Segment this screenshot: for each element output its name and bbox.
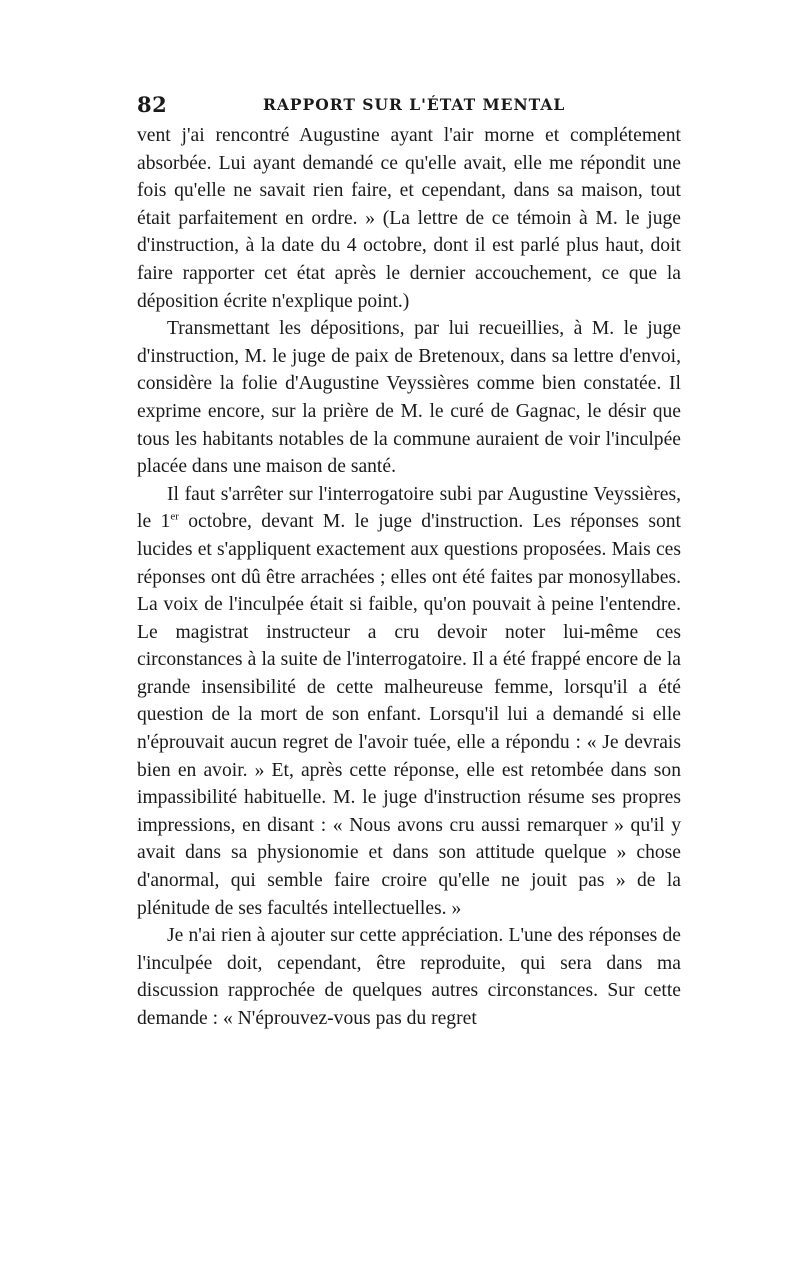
page-header xyxy=(137,92,681,120)
paragraph-1: vent j'ai rencontré Augustine ayant l'air morne et complétement absorbée. Lui ayant demandé ce qu'elle avait, elle me répondit une fois qu'elle ne savait rien faire, et cependant, dans sa maison, tout était parfaitement en ordre. » (La lettre de ce témoin à M. le juge d'instruction, à la date du 4 octobre, dont il est parlé plus haut, doit faire rapporter cet état après le dernier accouchement, ce que la déposition écrite n'explique point.) xyxy=(137,125,681,312)
body-text xyxy=(137,122,681,1033)
paragraph-2: Transmettant les dépositions, par lui recueillies, à M. le juge d'instruction, M. le juge de paix de Bretenoux, dans sa lettre d'envoi, considère la folie d'Augustine Veyssières comme bien constatée. Il exprime encore, sur la prière de M. le curé de Gagnac, le désir que tous les habitants notables de la commune auraient de voir l'inculpée placée dans une maison de santé. xyxy=(137,318,681,478)
paragraph-3-part-2: octobre, devant M. le juge d'instruction. Les réponses sont lucides et s'appliquent exactement aux questions proposées. Mais ces réponses ont dû être arrachées ; elles ont été faites par monosyllabes. La voix de l'inculpée était si faible, qu'on pouvait à peine l'entendre. Le magistrat instructeur a cru devoir noter lui-même ces circonstances à la suite de l'interrogatoire. Il a été frappé encore de la grande insensibilité de cette malheureuse femme, lorsqu'il a été question de la mort de son enfant. Lorsqu'il lui a demandé si elle n'éprouvait aucun regret de l'avoir tuée, elle a répondu : « Je devrais bien en avoir. » Et, après cette réponse, elle est retombée dans son impassibilité habituelle. M. le juge d'instruction résume ses propres impressions, en disant : « Nous avons cru aussi remarquer » qu'il y avait dans sa physionomie et dans son attitude quelque » chose d'anormal, qui semble faire croire qu'elle ne jouit pas » de la plénitude de ses facultés intellectuelles. » xyxy=(137,511,681,919)
paragraph-4: Je n'ai rien à ajouter sur cette appréciation. L'une des réponses de l'inculpée doit, cependant, être reproduite, qui sera dans ma discussion rapprochée de quelques autres circonstances. Sur cette demande : « N'éprouvez-vous pas du regret xyxy=(137,925,681,1029)
ordinal-superscript: er xyxy=(170,510,179,523)
paragraph-3-part-1: Il faut s'arrêter sur l'interrogatoire subi par Augustine Veyssières, le 1 xyxy=(137,483,681,533)
running-title: RAPPORT SUR L'ÉTAT MENTAL xyxy=(263,95,566,114)
page-number: 82 xyxy=(137,92,168,117)
paragraph-3 xyxy=(137,481,681,923)
